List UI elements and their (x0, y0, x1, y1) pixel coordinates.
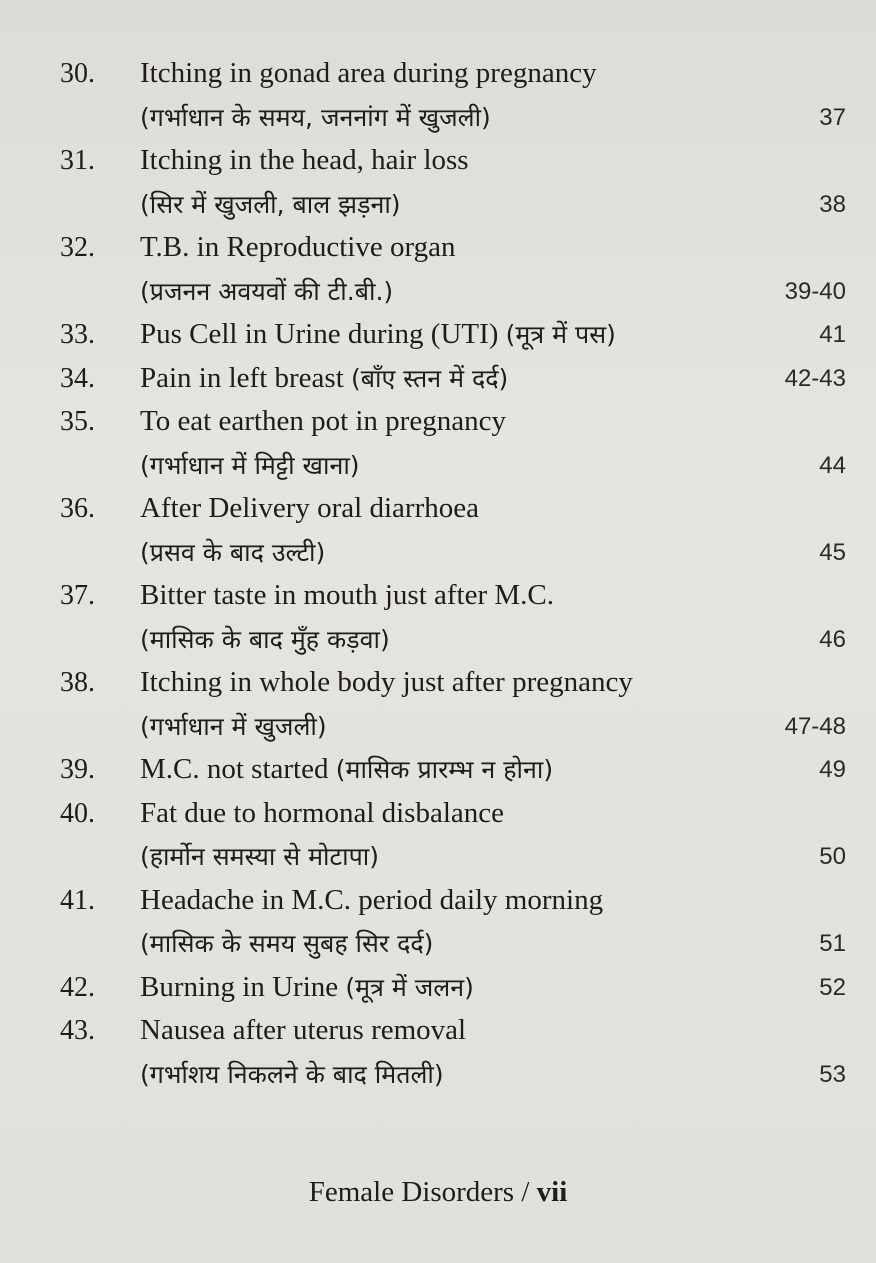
table-of-contents (60, 52, 846, 1096)
toc-entry-line (60, 52, 846, 96)
page-footer (0, 1176, 876, 1209)
entry-number: 32. (60, 232, 95, 263)
toc-entry-subline (60, 618, 846, 662)
toc-entry (60, 139, 846, 226)
entry-title: Pain in left breast (बाँए स्तन में दर्द) (140, 361, 509, 394)
entry-page-number: 47-48 (784, 712, 846, 740)
entry-title: Headache in M.C. period daily morning (140, 883, 604, 916)
entry-page-number: 39-40 (784, 277, 846, 305)
toc-entry-subline (60, 531, 846, 575)
toc-entry-subline (60, 444, 846, 488)
entry-title: Itching in gonad area during pregnancy (140, 57, 597, 89)
toc-entry (60, 1009, 846, 1096)
entry-page-number: 53 (819, 1060, 846, 1088)
toc-entry (60, 792, 846, 879)
footer-section-label: Female Disorders / (308, 1176, 530, 1208)
toc-entry-subline (60, 1053, 846, 1097)
entry-number: 30. (60, 58, 95, 89)
toc-entry-line (60, 792, 846, 836)
entry-number: 35. (60, 406, 95, 437)
toc-entry (60, 226, 846, 313)
toc-entry-line (60, 574, 846, 618)
entry-page-number: 37 (819, 103, 846, 131)
toc-entry-subline (60, 183, 846, 227)
toc-entry-subline (60, 705, 846, 749)
entry-title: Fat due to hormonal disbalance (140, 796, 505, 829)
toc-entry-line (60, 400, 846, 444)
entry-hindi-subtitle: (हार्मोन समस्या से मोटापा) (140, 842, 380, 871)
entry-page-number: 44 (819, 451, 846, 479)
toc-entry-line (60, 1009, 846, 1053)
footer-page-number: vii (536, 1176, 568, 1208)
toc-entry-line (60, 226, 846, 270)
entry-hindi-subtitle: (मासिक के समय सुबह सिर दर्द) (140, 929, 434, 958)
entry-hindi-subtitle: (प्रसव के बाद उल्टी) (140, 537, 326, 567)
entry-number: 43. (60, 1015, 95, 1046)
entry-number: 37. (60, 580, 95, 611)
entry-hindi-subtitle: (मासिक के बाद मुँह कड़वा) (140, 624, 390, 654)
toc-entry (60, 52, 846, 139)
toc-entry-subline (60, 835, 846, 879)
toc-entry (60, 400, 846, 487)
toc-entry-line (60, 357, 846, 401)
toc-entry (60, 313, 846, 357)
entry-title: Bitter taste in mouth just after M.C. (140, 579, 555, 611)
entry-page-number: 50 (819, 843, 846, 870)
entry-page-number: 52 (819, 973, 846, 1001)
toc-entry (60, 879, 846, 966)
entry-page-number: 41 (819, 321, 846, 348)
toc-entry (60, 574, 846, 661)
entry-title: Itching in the head, hair loss (140, 144, 469, 176)
entry-number: 33. (60, 319, 95, 350)
toc-entry-subline (60, 96, 846, 140)
entry-title: After Delivery oral diarrhoea (140, 492, 479, 524)
toc-entry-subline (60, 270, 846, 314)
entry-hindi-subtitle: (गर्भाधान में मिट्टी खाना) (140, 450, 360, 480)
entry-hindi-subtitle: (गर्भाधान में खुजली) (140, 711, 327, 741)
toc-entry-subline (60, 922, 846, 966)
entry-page-number: 49 (819, 756, 846, 783)
entry-number: 34. (60, 362, 95, 394)
entry-page-number: 46 (819, 625, 846, 653)
toc-entry (60, 661, 846, 748)
toc-entry (60, 966, 846, 1010)
entry-page-number: 45 (819, 538, 846, 566)
toc-entry-line (60, 879, 846, 923)
entry-number: 36. (60, 493, 95, 524)
entry-hindi-subtitle: (गर्भाधान के समय, जननांग में खुजली) (140, 102, 491, 132)
entry-title: Burning in Urine (मूत्र में जलन) (140, 970, 474, 1003)
entry-title: Itching in whole body just after pregnancy (140, 666, 633, 698)
toc-entry-line (60, 139, 846, 183)
toc-entry (60, 487, 846, 574)
toc-entry (60, 357, 846, 401)
entry-hindi-subtitle: (गर्भाशय निकलने के बाद मितली) (140, 1059, 444, 1089)
entry-page-number: 42-43 (784, 364, 846, 392)
entry-number: 40. (60, 797, 95, 829)
entry-title: To eat earthen pot in pregnancy (140, 405, 506, 437)
entry-page-number: 38 (819, 190, 846, 218)
entry-hindi-subtitle: (प्रजनन अवयवों की टी.बी.) (140, 276, 394, 306)
toc-entry-line (60, 966, 846, 1010)
entry-title: M.C. not started (मासिक प्रारम्भ न होना) (140, 753, 554, 785)
entry-number: 41. (60, 884, 95, 916)
entry-title: T.B. in Reproductive organ (140, 231, 456, 263)
entry-number: 39. (60, 754, 95, 785)
toc-entry-line (60, 661, 846, 705)
toc-entry-line (60, 748, 846, 792)
entry-hindi-subtitle: (सिर में खुजली, बाल झड़ना) (140, 189, 401, 219)
entry-number: 42. (60, 971, 95, 1003)
toc-entry-line (60, 487, 846, 531)
entry-number: 31. (60, 145, 95, 176)
entry-number: 38. (60, 667, 95, 698)
entry-page-number: 51 (819, 930, 846, 957)
entry-title: Nausea after uterus removal (140, 1014, 467, 1046)
toc-entry-line (60, 313, 846, 357)
entry-title: Pus Cell in Urine during (UTI) (मूत्र में पस) (140, 318, 616, 350)
toc-entry (60, 748, 846, 792)
